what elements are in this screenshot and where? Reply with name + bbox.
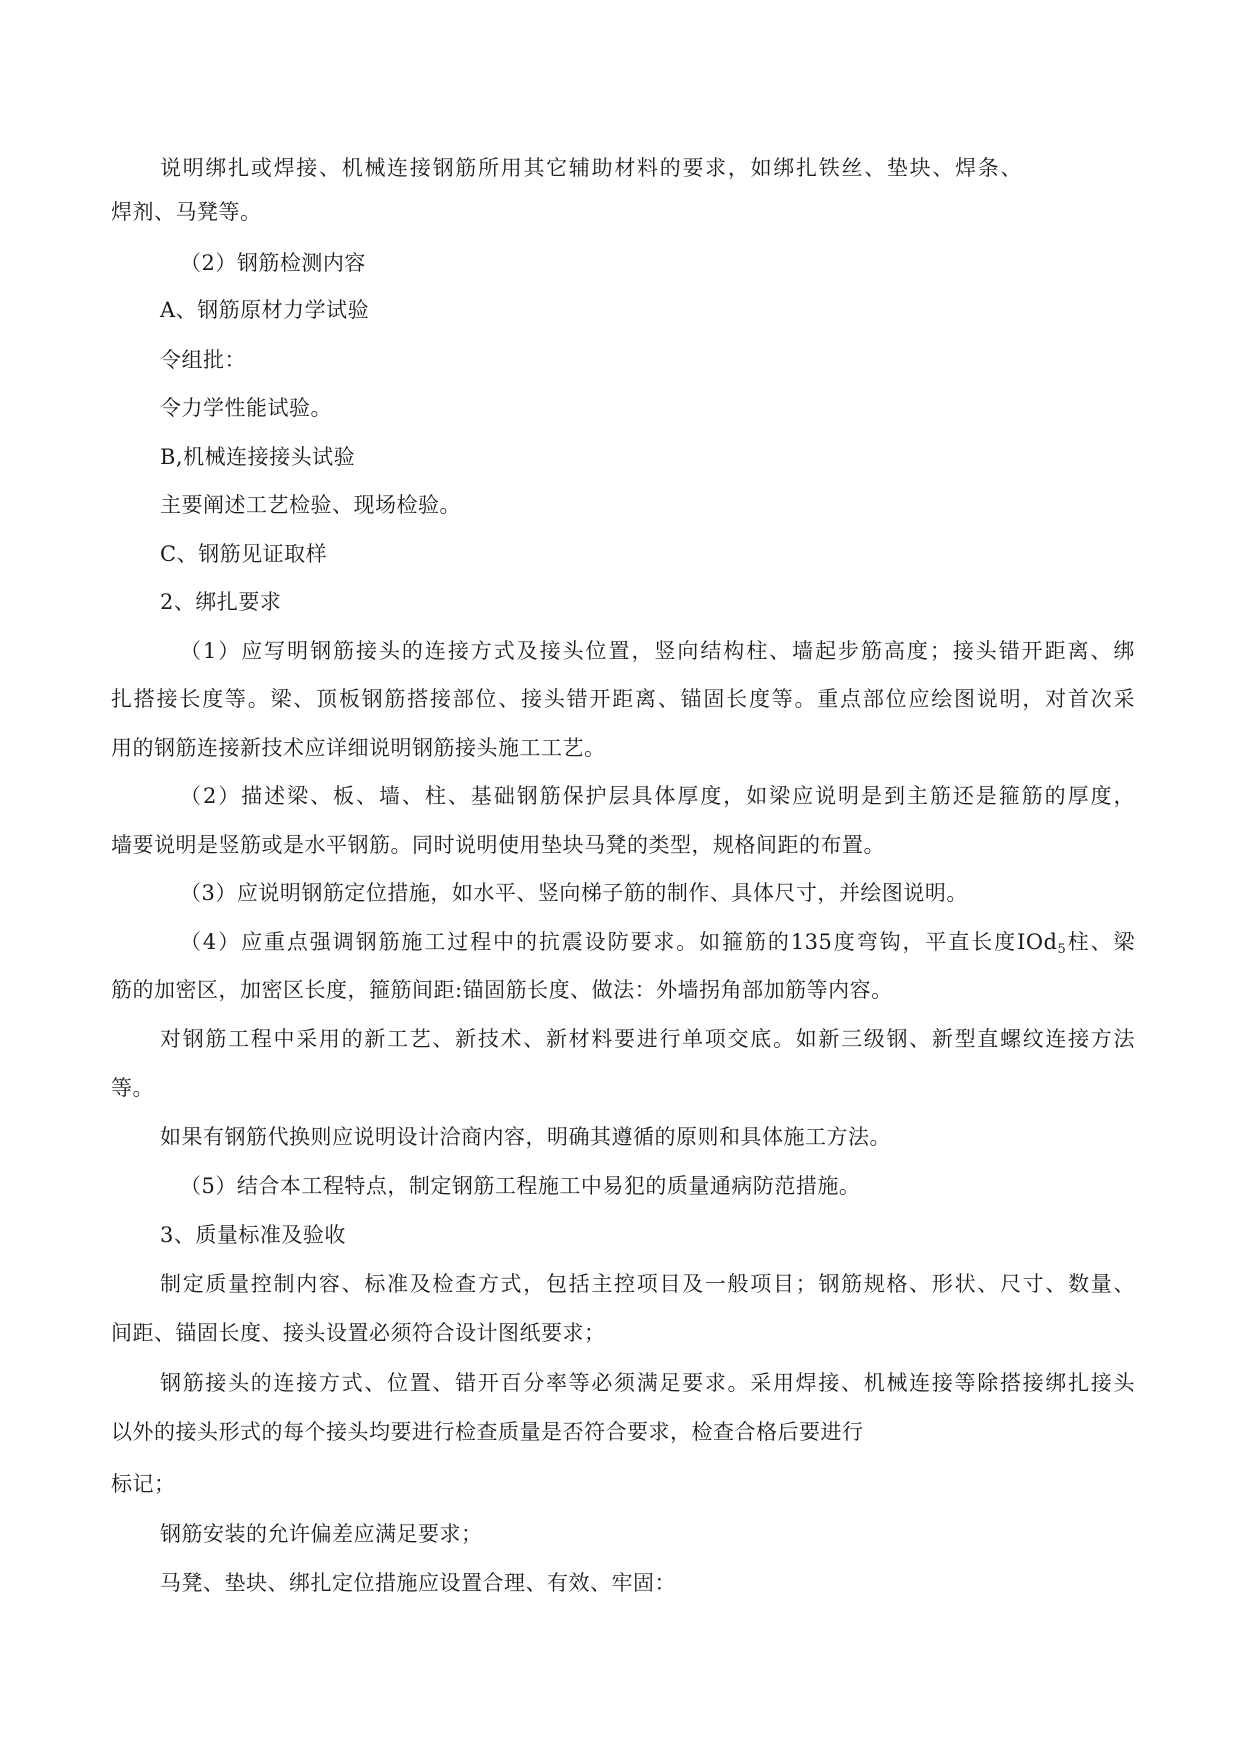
text-line: （5）结合本工程特点，制定钢筋工程施工中易犯的质量通病防范措施。 [180,1174,861,1198]
text-line: 马凳、垫块、绑扎定位措施应设置合理、有效、牢固： [160,1571,676,1595]
text-line: 标记； [111,1472,176,1496]
text-line: 说明绑扎或焊接、机械连接钢筋所用其它辅助材料的要求，如绑扎铁丝、垫块、焊条、 [160,156,1022,180]
section-heading: B,机械连接接头试验 [160,445,356,469]
section-heading: A、钢筋原材力学试验 [160,298,370,322]
section-heading: （2）钢筋检测内容 [180,251,366,275]
text-line [180,928,1135,956]
section-heading: 3、质量标准及验收 [160,1223,346,1247]
text-line: 等。 [111,1076,154,1100]
text-line: 用的钢筋连接新技术应详细说明钢筋接头施工工艺。 [111,736,606,760]
text-line: 间距、锚固长度、接头设置必须符合设计图纸要求； [111,1321,606,1345]
text-line: 筋的加密区，加密区长度，箍筋间距:锚固筋长度、做法：外墙拐角部加筋等内容。 [111,978,893,1002]
text-line: 墙要说明是竖筋或是水平钢筋。同时说明使用垫块马凳的类型，规格间距的布置。 [111,833,885,857]
text-line: 钢筋接头的连接方式、位置、错开百分率等必须满足要求。采用焊接、机械连接等除搭接绑扎接头 [160,1371,1135,1395]
text-fragment: 柱、梁 [1066,930,1135,954]
section-heading: 2、绑扎要求 [160,590,282,614]
text-line: 以外的接头形式的每个接头均要进行检查质量是否符合要求，检查合格后要进行 [111,1420,864,1444]
text-line: 令力学性能试验。 [160,396,332,420]
text-line: 令组批： [160,348,246,372]
text-line: （2）描述梁、板、墙、柱、基础钢筋保护层具体厚度，如梁应说明是到主筋还是箍筋的厚度， [180,784,1135,808]
text-line: 扎搭接长度等。梁、顶板钢筋搭接部位、接头错开距离、锚固长度等。重点部位应绘图说明，对首次采 [111,687,1135,711]
text-line: 如果有钢筋代换则应说明设计洽商内容，明确其遵循的原则和具体施工方法。 [160,1125,891,1149]
text-line: 主要阐述工艺检验、现场检验。 [160,493,461,517]
text-line: （3）应说明钢筋定位措施，如水平、竖向梯子筋的制作、具体尺寸，并绘图说明。 [180,881,968,905]
text-line: 对钢筋工程中采用的新工艺、新技术、新材料要进行单项交底。如新三级钢、新型直螺纹连接方法 [160,1027,1135,1051]
text-line: 钢筋安装的允许偏差应满足要求； [160,1522,483,1546]
subscript: 5 [1057,942,1067,957]
section-heading: C、钢筋见证取样 [160,542,328,566]
text-line: 焊剂、马凳等。 [111,200,262,224]
text-line: （1）应写明钢筋接头的连接方式及接头位置，竖向结构柱、墙起步筋高度；接头错开距离、绑 [180,639,1135,663]
text-line: 制定质量控制内容、标准及检查方式，包括主控项目及一般项目；钢筋规格、形状、尺寸、数量、 [160,1272,1135,1296]
text-fragment: （4）应重点强调钢筋施工过程中的抗震设防要求。如箍筋的135度弯钩，平直长度IOd [180,930,1058,954]
